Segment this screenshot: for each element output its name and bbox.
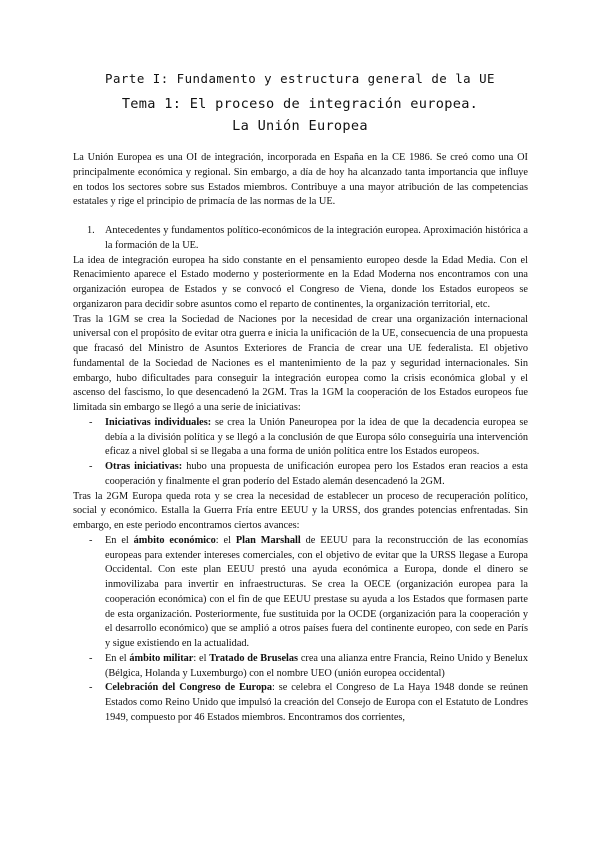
bold-term: ámbito militar	[129, 652, 194, 664]
paragraph-middle-ages: La idea de integración europea ha sido constante en el pensamiento europeo desde la Edad Media. Con el Renacimiento aparece el Estado moderno y posteriormente en la Edad Moderna nos encontramos con una organización europea de Estados y se convocó el Congreso de Viena, donde los Estados europeos se organizaron para decidir sobre asuntos como el reparto de continentes, la organización territorial, etc.	[73, 254, 528, 310]
list-item	[73, 460, 528, 490]
part-heading: Parte I: Fundamento y estructura general de la UE	[104, 71, 496, 86]
list-item-military	[73, 652, 528, 682]
section-number: 1.	[87, 225, 95, 236]
text-fragment: : el	[215, 534, 236, 546]
list-item-economic	[73, 534, 528, 652]
bold-term: Otras iniciativas:	[105, 461, 183, 472]
list-item-congress	[73, 681, 528, 725]
initiatives-list	[73, 416, 528, 490]
theme-title-line-1: Tema 1: El proceso de integración europea.	[121, 96, 479, 112]
paragraph-post-ww2: Tras la 2GM Europa queda rota y se crea la necesidad de establecer un proceso de recuperación político, social y económico. Estalla la Guerra Fría entre EEUU y la URSS, dos grandes potencias enfrentadas. Sin embargo, en este periodo encontramos ciertos avances:	[73, 490, 528, 531]
text-fragment: En el	[105, 534, 134, 546]
paragraph-post-ww1: Tras la 1GM se crea la Sociedad de Naciones por la necesidad de crear una organización internacional universal con el propósito de evitar otra guerra e inicia la unificación de la UE, consecuencia de una propuesta que fracasó del Ministro de Asuntos Exteriores de Francia de crear una UE federalista. El objetivo fundamental de la Sociedad de Naciones es el mantenimiento de la paz y seguridad internacionales. Sin embargo, hubo dificultades para conseguir la integración europea como la crisis económica global y el ascenso del fascismo, lo que desencadenó la 2GM. Tras la 1GM la cooperación de los Estados europeos fue limitada sin embargo se llegó a una serie de iniciativas:	[73, 313, 528, 413]
section-list	[73, 224, 528, 254]
text-fragment: crea una alianza entre Francia, Reino Unido y Benelux (Bélgica, Holanda y Luxemburgo) con el nombre UEO (unión europea occidental)	[105, 652, 528, 679]
list-item-text: hubo una propuesta de unificación europea pero los Estados eran reacios a esta cooperación y finalmente el gran poderío del Estado alemán desencadenó la 2GM.	[105, 461, 529, 487]
bold-term: Iniciativas individuales:	[105, 416, 212, 428]
document-body	[73, 151, 528, 726]
section-title: Antecedentes y fundamentos político-económicos de la integración europea. Aproximación histórica a la formación de la UE.	[105, 225, 528, 251]
dash-bullet: -	[89, 652, 93, 664]
list-item-text: se crea la Unión Paneuropea por la idea de que la decadencia europea se debía a la división política y se llegó a la conclusión de que Europa sólo conseguiría una intervención eficaz a nivel global si se llegaba a una forma de unión política entre los Estados europeos.	[105, 416, 528, 458]
advances-list	[73, 534, 528, 726]
bold-term: Tratado de Bruselas	[209, 652, 299, 664]
bold-term: Celebración del Congreso de Europa	[105, 682, 272, 694]
dash-bullet: -	[89, 534, 93, 546]
bold-term: ámbito económico	[133, 534, 216, 546]
text-fragment: de EEUU para la reconstrucción de las economías europeas para extender intereses comerciales, con el objetivo de evitar que la URSS llegase a Europa Occidental. Con este plan EEUU prestó una ayuda económica a Europa, donde el dinero se inmovilizaba para invertir en infraestructuras. Se crea la OECE (organización europea para la cooperación económica) con el fin de que EEUU prestase su ayuda a los Estados que formasen parte de esta organización. Posteriormente, fue sustituida por la OCDE (organización para la cooperación y el desarrollo económico) que se amplió a otros países fuera del continente europeo, con sede en París y sigue existiendo en la actualidad.	[105, 534, 528, 649]
intro-paragraph: La Unión Europea es una OI de integración, incorporada en España en la CE 1986. Se creó como una OI principalmente económica y regional. Sin embargo, a día de hoy ha alcanzado tanta importancia que influye en todos los sectores sobre sus Estados miembros. Contribuye a una mayor atribución de las competencias estatales y rige el principio de primacía de las normas de la UE.	[73, 152, 528, 208]
dash-bullet: -	[89, 416, 93, 428]
list-item	[73, 416, 528, 460]
dash-bullet: -	[89, 461, 93, 472]
section-heading-1	[73, 224, 528, 254]
text-fragment: : se celebra el Congreso de La Haya 1948 donde se reúnen Estados como Reino Unido que impulsó la creación del Consejo de Europa con el Estatuto de Londres 1949, compuesto por 46 Estados miembros. Encontramos dos corrientes,	[105, 682, 528, 723]
bold-term: Plan Marshall	[235, 534, 301, 546]
theme-heading	[0, 93, 600, 137]
theme-title-line-2: La Unión Europea	[232, 118, 368, 134]
dash-bullet: -	[89, 682, 93, 694]
text-fragment: : el	[193, 652, 210, 664]
text-fragment: En el	[105, 652, 130, 664]
